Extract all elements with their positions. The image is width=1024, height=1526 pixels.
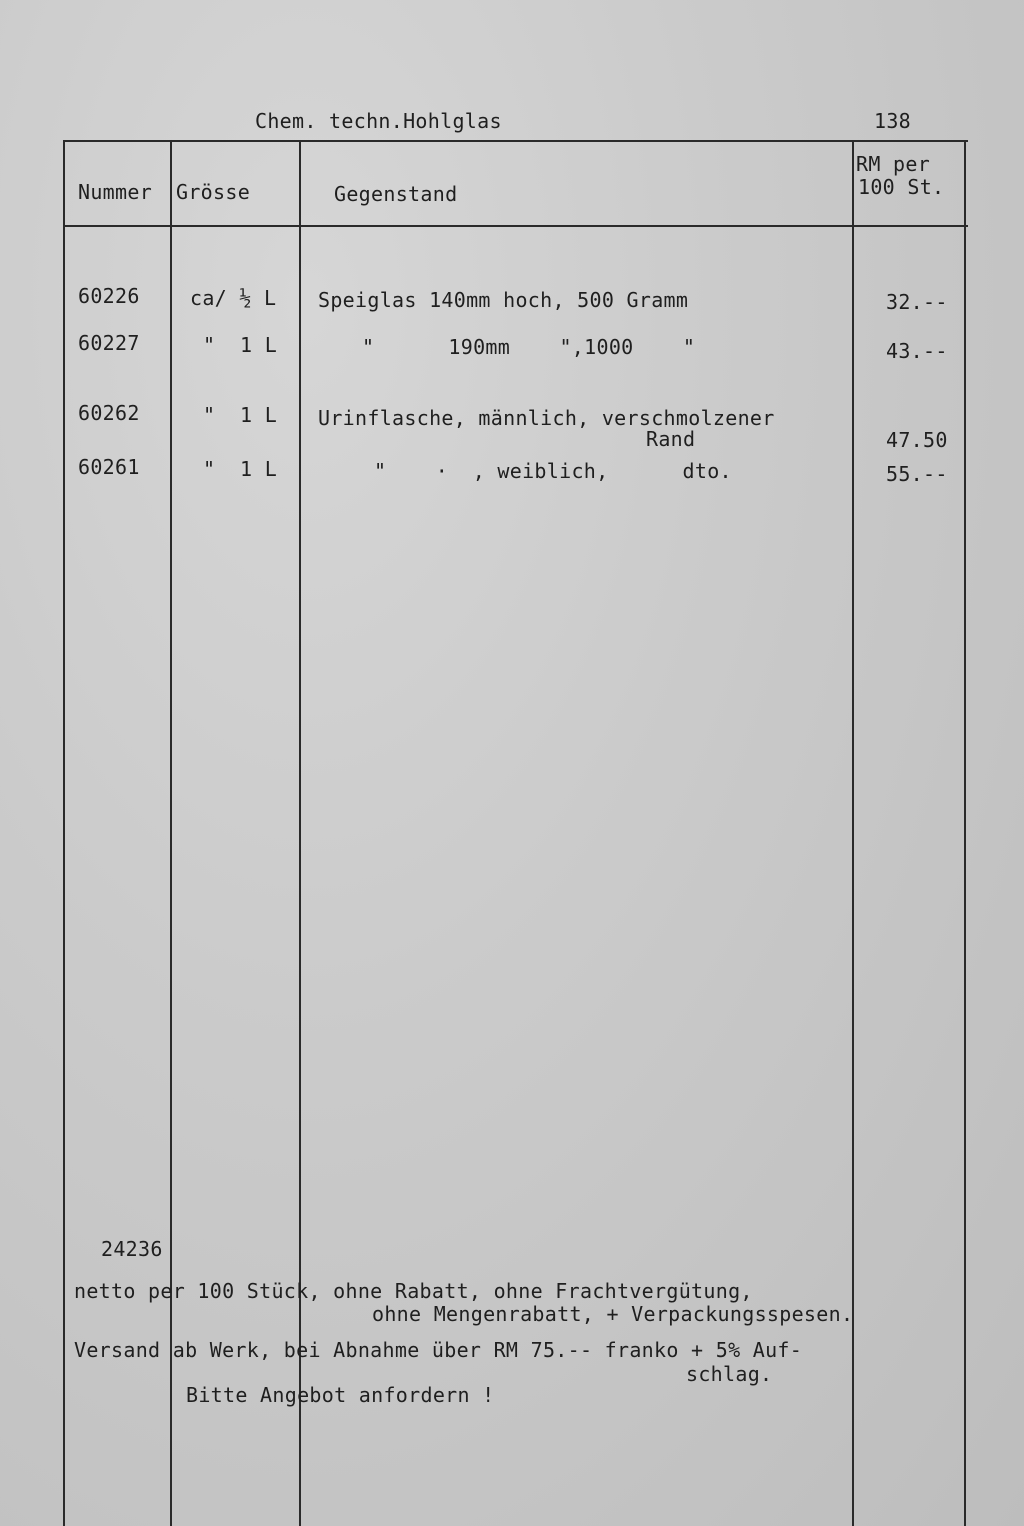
footer-line-1: netto per 100 Stück, ohne Rabatt, ohne Frachtvergütung, <box>74 1279 753 1303</box>
col-header-price-line2: 100 St. <box>858 175 945 199</box>
page-number: 138 <box>874 109 912 133</box>
row-4-gegenstand: " · , weiblich, dto. <box>374 459 732 483</box>
row-1-price: 32.-- <box>886 290 948 314</box>
row-2-gegenstand: " 190mm ",1000 " <box>362 335 696 359</box>
row-2-nummer: 60227 <box>78 331 140 355</box>
col-header-groesse: Grösse <box>176 180 251 204</box>
row-1-groesse: ca/ ½ L <box>190 286 277 310</box>
footer-line-2: ohne Mengenrabatt, + Verpackungsspesen. <box>372 1302 854 1326</box>
col-header-gegenstand: Gegenstand <box>334 182 458 206</box>
footer-reference: 24236 <box>101 1237 163 1261</box>
footer-line-3: Versand ab Werk, bei Abnahme über RM 75.-- franko + 5% Auf- <box>74 1338 803 1362</box>
row-1-nummer: 60226 <box>78 284 140 308</box>
row-4-groesse: " 1 L <box>203 457 278 481</box>
row-2-groesse: " 1 L <box>203 333 278 357</box>
row-3-price: 47.50 <box>886 428 948 452</box>
col-divider-2 <box>299 140 301 1526</box>
row-3-gegenstand: Urinflasche, männlich, verschmolzener <box>318 406 775 430</box>
row-2-price: 43.-- <box>886 339 948 363</box>
row-3-groesse: " 1 L <box>203 403 278 427</box>
table-top-rule <box>64 140 968 142</box>
header-bottom-rule <box>64 225 968 227</box>
row-3-nummer: 60262 <box>78 401 140 425</box>
page-title: Chem. techn.Hohlglas <box>255 109 502 133</box>
row-4-nummer: 60261 <box>78 455 140 479</box>
row-3-gegenstand-cont: Rand <box>646 427 696 451</box>
col-header-price-line1: RM per <box>856 152 931 176</box>
col-divider-1 <box>170 140 172 1526</box>
row-4-price: 55.-- <box>886 462 948 486</box>
footer-line-3-cont: schlag. <box>686 1362 773 1386</box>
table-left-rule <box>63 140 65 1526</box>
footer-line-4: Bitte Angebot anfordern ! <box>186 1383 495 1407</box>
col-header-nummer: Nummer <box>78 180 153 204</box>
table-right-rule <box>964 140 966 1526</box>
row-1-gegenstand: Speiglas 140mm hoch, 500 Gramm <box>318 288 689 312</box>
